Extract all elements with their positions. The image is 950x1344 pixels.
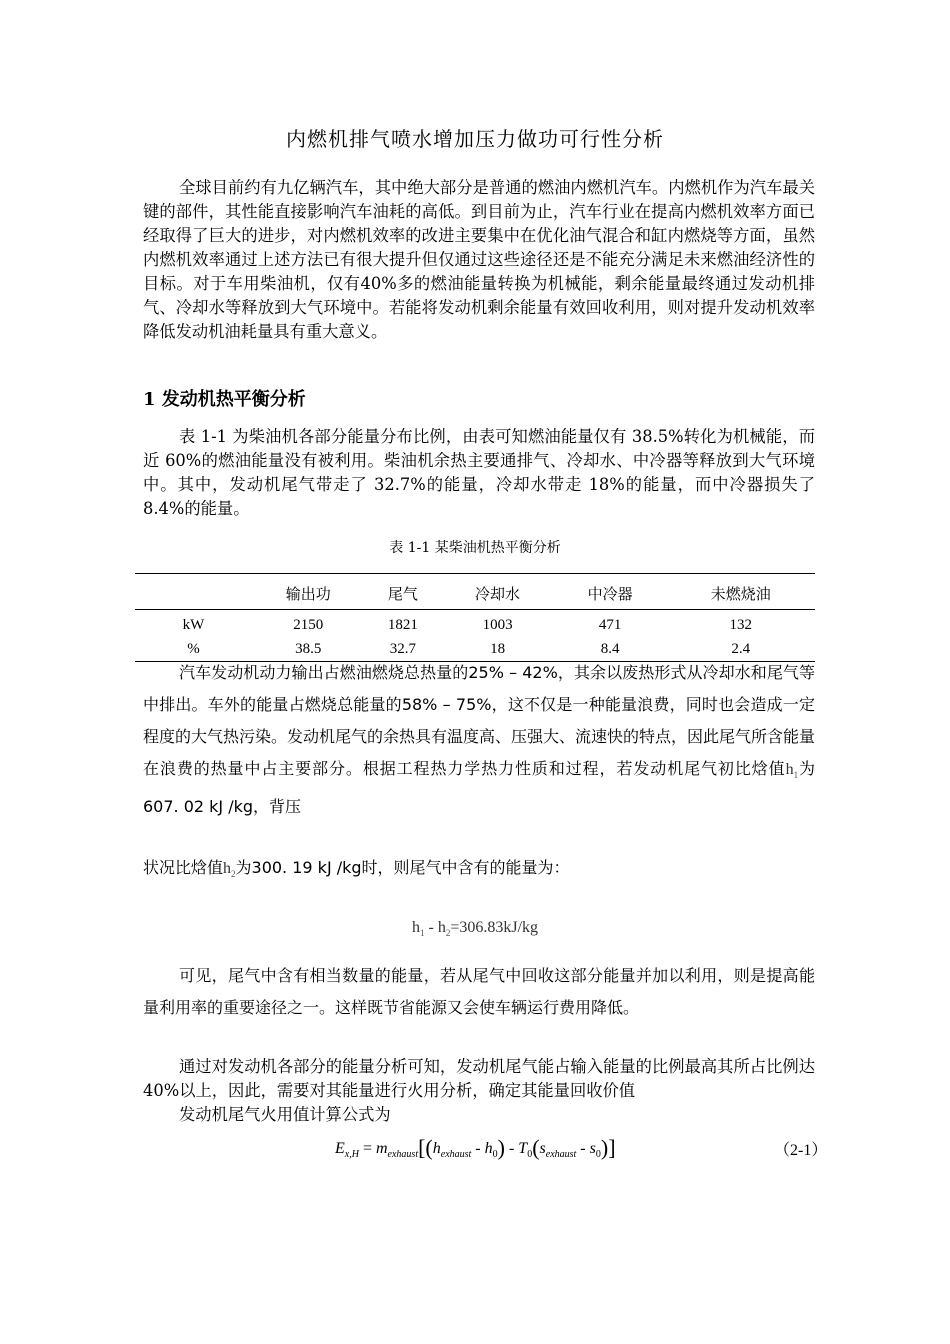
table-header-cell xyxy=(135,574,252,610)
formula-h1: h xyxy=(411,919,420,936)
h2-subscript: 2 xyxy=(231,869,236,880)
table-cell: 2150 xyxy=(293,616,324,633)
table-cell: 8.4 xyxy=(600,640,620,657)
enthalpy-difference-formula xyxy=(0,919,950,938)
paragraph-text: 汽车发动机动力输出占燃油燃烧总热量的25% – 42%，其余以废热形式从冷却水和尾气等中排出。车外的能量占燃烧总能量的58% – 75%，这不仅是一种能量浪费，同时也会造成一定程度的大气热污染。发动机尾气的余热具有温度高、压强大、流速快的特点，因此尾气所含能量在浪费的热量中占主要部分。根据工程热力学热力性质和过程，若发动机尾气初比焓值 xyxy=(143,663,816,778)
section-heading-text: 1 发动机热平衡分析 xyxy=(143,389,306,410)
formula-h0: h xyxy=(484,1140,493,1157)
formula-result: =306.83kJ/kg xyxy=(450,919,539,936)
formula-s-subscript: exhaust xyxy=(545,1149,577,1161)
exergy-formula xyxy=(335,1135,616,1161)
table-header-cell: 尾气 xyxy=(365,574,442,610)
formula-T0-subscript: 0 xyxy=(527,1149,533,1161)
table-header-cell: 未燃烧油 xyxy=(666,574,815,610)
formula-h: h xyxy=(432,1140,441,1157)
formula-h2-subscript: 2 xyxy=(445,928,451,939)
formula-operator: - xyxy=(471,1140,485,1157)
formula-operator: - xyxy=(504,1140,519,1157)
formula-h-subscript: exhaust xyxy=(440,1149,472,1161)
table-caption: 表 1-1 某柴油机热平衡分析 xyxy=(389,540,561,556)
formula-paren: ) xyxy=(497,1135,505,1160)
formula-h1-subscript: 1 xyxy=(419,928,425,939)
formula-E: E xyxy=(335,1140,345,1157)
paragraph-text: 状况比焓值 xyxy=(143,858,224,877)
equation-number: （2-1） xyxy=(774,1142,828,1159)
table-cell: 132 xyxy=(729,616,752,633)
exergy-paragraph: 通过对发动机各部分的能量分析可知，发动机尾气能占输入能量的比例最高其所占比例达 40%以上，因此，需要对其能量进行火用分析，确定其能量回收价值 xyxy=(143,1057,815,1100)
table-cell: kW xyxy=(182,616,205,633)
paragraph-text: 为607. 02 kJ /kg，背压 xyxy=(143,759,815,817)
page-title: 内燃机排气喷水增加压力做功可行性分析 xyxy=(286,127,664,151)
formula-h0-subscript: 0 xyxy=(492,1149,498,1161)
formula-m: m xyxy=(375,1140,388,1157)
formula-s0: s xyxy=(589,1140,596,1157)
formula-bracket: [ xyxy=(418,1135,426,1160)
table-header-row xyxy=(135,574,815,610)
table-cell: 32.7 xyxy=(389,640,417,657)
h2-symbol xyxy=(223,860,236,880)
heat-balance-table xyxy=(135,573,815,662)
formula-m-subscript: exhaust xyxy=(387,1149,419,1161)
table-cell: 38.5 xyxy=(295,640,322,657)
enthalpy-paragraph xyxy=(143,856,815,886)
formula-minus: - xyxy=(424,919,438,936)
h1-subscript: 1 xyxy=(793,770,799,781)
table-header-cell: 输出功 xyxy=(252,574,365,610)
table-header-cell: 中冷器 xyxy=(554,574,667,610)
paragraph-text: 为300. 19 kJ /kg时，则尾气中含有的能量为： xyxy=(235,858,570,877)
table-cell: % xyxy=(187,640,200,657)
table-cell: 2.4 xyxy=(731,640,751,657)
table-cell: 471 xyxy=(598,616,622,633)
h1-symbol xyxy=(785,761,799,781)
formula-E-subscript: x,H xyxy=(344,1149,359,1161)
formula-paren: ( xyxy=(532,1135,540,1160)
formula-intro: 发动机尾气火用值计算公式为 xyxy=(179,1105,391,1124)
h1-letter: h xyxy=(785,761,794,778)
formula-s: s xyxy=(539,1140,546,1157)
h2-letter: h xyxy=(223,860,232,877)
formula-equals: = xyxy=(358,1140,376,1157)
table-cell: 1821 xyxy=(387,616,418,633)
formula-bracket: ] xyxy=(608,1135,616,1160)
section-paragraph: 表 1-1 为柴油机各部分能量分布比例，由表可知燃油能量仅有 38.5%转化为机械能，而近 60%的燃油能量没有被利用。柴油机余热主要通排气、冷却水、中冷器等释放到大气环境中。其中，发动机尾气带走了 32.7%的能量，冷却水带走 18%的能量，而中冷器损失了 8.4%的能量。 xyxy=(143,427,815,518)
intro-paragraph: 全球目前约有九亿辆汽车，其中绝大部分是普通的燃油内燃机汽车。内燃机作为汽车最关键的部件，其性能直接影响汽车油耗的高低。到目前为止，汽车行业在提高内燃机效率方面已经取得了巨大的进步，对内燃机效率的改进主要集中在优化油气混合和缸内燃烧等方面，虽然内燃机效率通过上述方法已有很大提升但仅通过这些途径还是不能充分满足未来燃油经济性的目标。对于车用柴油机，仅有40%多的燃油能量转换为机械能，剩余能量最终通过发动机排气、冷却水等释放到大气环境中。若能将发动机剩余能量有效回收利用，则对提升发动机效率降低发动机油耗量具有重大意义。 xyxy=(143,178,815,341)
formula-paren: ) xyxy=(600,1135,609,1160)
formula-paren: ( xyxy=(425,1135,433,1160)
section-heading xyxy=(143,385,306,411)
exhaust-energy-paragraph xyxy=(143,657,815,823)
table-row xyxy=(135,610,815,638)
formula-s0-subscript: 0 xyxy=(595,1149,601,1161)
formula-h2: h xyxy=(437,919,446,936)
table-header-cell: 冷却水 xyxy=(441,574,554,610)
formula-T0: T xyxy=(518,1140,528,1157)
recovery-paragraph: 可见，尾气中含有相当数量的能量，若从尾气中回收这部分能量并加以利用，则是提高能量利用率的重要途径之一。这样既节省能源又会使车辆运行费用降低。 xyxy=(143,966,815,1017)
table-cell: 1003 xyxy=(482,616,513,633)
formula-operator: - xyxy=(576,1140,590,1157)
table-cell: 18 xyxy=(490,640,506,657)
